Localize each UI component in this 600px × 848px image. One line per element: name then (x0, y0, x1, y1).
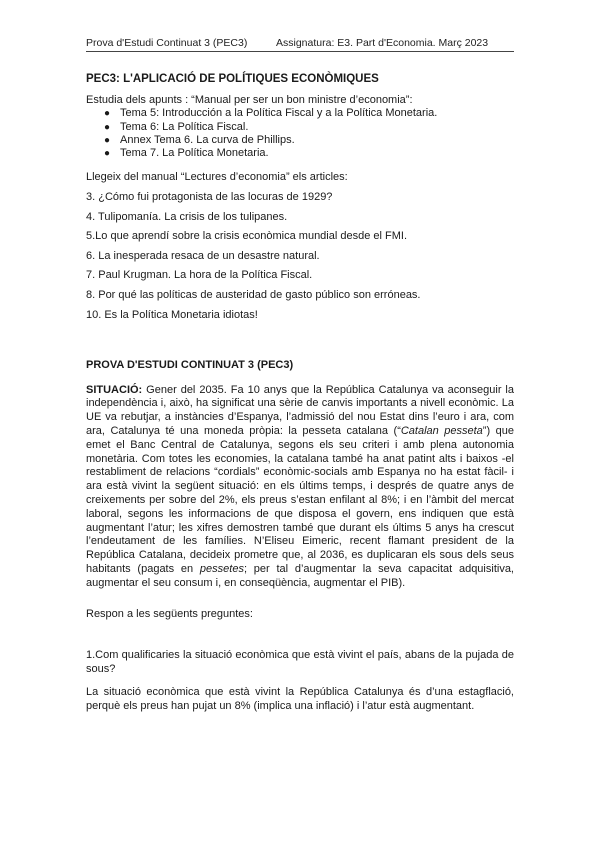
article-item: 8. Por qué las políticas de austeridad de gasto público son erróneas. (86, 289, 421, 301)
bullet-icon: ● (104, 121, 111, 133)
study-topic-item (104, 121, 514, 134)
article-item: 10. Es la Política Monetaria idiotas! (86, 308, 258, 321)
article-item: 4. Tulipomanía. La crisis de los tulipanes. (86, 210, 288, 223)
bullet-icon: ● (104, 108, 111, 120)
situation-italic: Catalan pesseta (400, 424, 483, 437)
study-topic-text: Tema 6: La Política Fiscal. (120, 120, 249, 133)
articles-list (86, 190, 514, 322)
study-topic-text: Tema 7. La Política Monetaria. (120, 147, 269, 160)
situation-label: SITUACIÓ: (86, 383, 143, 396)
bullet-icon: ● (104, 148, 111, 160)
header-course: Prova d'Estudi Continuat 3 (PEC3) (86, 37, 248, 49)
article-item: 7. Paul Krugman. La hora de la Política Fiscal. (86, 269, 313, 282)
section-title: PROVA D'ESTUDI CONTINUAT 3 (PEC3) (86, 358, 294, 371)
situation-text: ; per tal d’augmentar la seva capacitat adquisitiva, augmentar el seu consum i, en conseqüència, augmentar el PIB). (86, 562, 514, 589)
study-topic-item (104, 147, 514, 160)
study-topic-text: Tema 5: Introducción a la Política Fiscal y a la Política Monetaria. (120, 107, 438, 120)
document-body (86, 72, 514, 714)
articles-intro: Llegeix del manual “Lectures d’economia” els articles: (86, 170, 348, 183)
situation-italic: pessetes (199, 562, 244, 575)
situation-paragraph (86, 384, 514, 591)
article-item: 5.Lo que aprendí sobre la crisis econòmica mundial desde el FMI. (86, 230, 408, 243)
study-topic-item (104, 134, 514, 147)
study-topic-text: Annex Tema 6. La curva de Phillips. (120, 134, 295, 147)
situation-text: ”) que emet el Banc Central de Catalunya, segons els seu criteri i amb plena autonomia monetària. Com totes les economies, la catalana també ha anat patint alts i baixos -el restabliment de relacions “cordials” econòmic-socials amb Espanya no ha estat fàcil- i ara està vivint la següent situació: en els últims temps, i després de quatre anys de creixements per sobre del 2%, els preus s’estan enfilant al 8%; i en l’àmbit del mercat laboral, segons les informacions de que disposa el govern, ens indiquen que està augmentant l’atur; les xifres demostren també que durant els últims 5 anys ha crescut l’endeutament de les famílies. N’Eliseu Eimeric, recent flamant president de la República Catalana, decideix prometre que, al 2036, es duplicaran els sous dels seus habitants (pagats en (86, 424, 514, 575)
situation-text: Gener del 2035. Fa 10 anys que la República Catalunya va aconseguir la independència i, això, ha significat una sèrie de canvis importants a nivell econòmic. La UE va rebutjar, a instàncies d’Espanya, l’admissió del nou Estat dins l’euro i ara, com ara, Catalunya té una moneda pròpia: la pesseta catalana (“ (86, 383, 514, 437)
header-subject: Assignatura: E3. Part d'Economia. Març 2023 (276, 37, 489, 49)
document-title: PEC3: L'APLICACIÓ DE POLÍTIQUES ECONÒMIQUES (86, 73, 379, 85)
bullet-icon: ● (104, 135, 111, 147)
article-item: 6. La inesperada resaca de un desastre natural. (86, 249, 320, 262)
page-header (86, 36, 514, 52)
study-topic-list (86, 107, 514, 161)
article-item: 3. ¿Cómo fui protagonista de las locuras de 1929? (86, 191, 333, 204)
respond-instruction: Respon a les següents preguntes: (86, 607, 253, 620)
study-topic-item (104, 107, 514, 120)
answer-1: La situació econòmica que està vivint la República Catalunya és d’una estagflació, perquè els preus han pujat un 8% (implica una inflació) i l’atur està augmentant. (86, 686, 514, 713)
study-intro: Estudia dels apunts : “Manual per ser un bon ministre d’economia”: (86, 94, 413, 106)
question-1: 1.Com qualificaries la situació econòmica que està vivint el país, abans de la pujada de sous? (86, 648, 514, 675)
